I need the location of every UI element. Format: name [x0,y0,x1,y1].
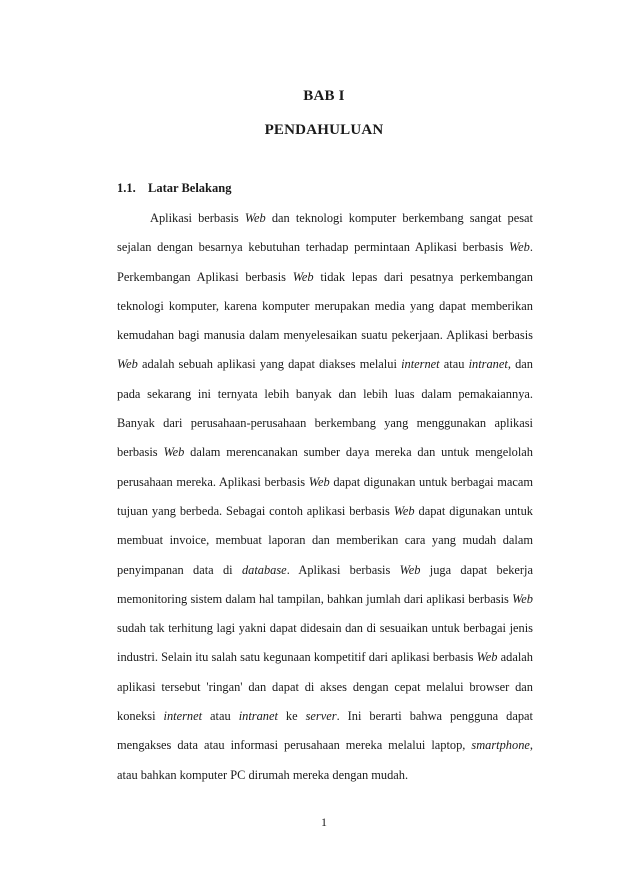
italic-term: Web [399,562,421,577]
italic-term: intranet [238,709,278,724]
text-run: ke [277,709,306,724]
text-run: . Aplikasi berbasis [286,562,400,577]
italic-term: Web [393,503,415,518]
italic-term: internet [401,357,440,372]
body-paragraph [117,204,533,790]
page-number: 1 [321,815,327,829]
italic-term: Web [476,650,498,665]
italic-term: intranet [468,357,508,372]
section-heading [117,181,231,196]
italic-term: server [305,709,337,724]
italic-term: Web [117,357,138,372]
chapter-number: BAB I [303,88,345,104]
italic-term: database [241,562,287,577]
text-run: , dan pada sekarang ini ternyata lebih banyak dan lebih luas dalam pemakaiannya. Banyak dari perusahaan-perusahaan berkembang yang menggunakan aplikasi berbasis [117,357,533,460]
text-run: dapat digunakan untuk berbagai macam tujuan yang berbeda. Sebagai contoh aplikasi berbasis [117,474,533,518]
italic-term: Web [292,269,314,284]
italic-term: internet [163,709,203,724]
text-run: dapat digunakan untuk membuat invoice, membuat laporan dan memberikan cara yang mudah dalam penyimpanan data di [117,503,534,577]
section-title: Latar Belakang [148,181,232,195]
italic-term: Web [509,240,530,255]
text-run: sudah tak terhitung lagi yakni dapat didesain dan di sesuaikan untuk berbagai jenis industri. Selain itu salah satu kegunaan kompetitif dari aplikasi berbasis [117,621,533,665]
italic-term: Web [244,211,266,225]
chapter-title: PENDAHULUAN [264,122,384,138]
text-run: . Ini berarti bahwa pengguna dapat mengakses data atau informasi perusahaan mereka melalui laptop, [117,709,533,753]
italic-term: smartphone [471,738,530,753]
italic-term: Web [163,445,185,460]
text-run: atau [202,709,239,724]
text-run: dan teknologi komputer berkembang sangat pesat sejalan dengan besarnya kebutuhan terhadap permintaan Aplikasi berbasis [117,211,533,255]
text-run: atau [439,357,469,372]
text-run: dalam merencanakan sumber daya mereka dan untuk mengelolah perusahaan mereka. Aplikasi berbasis [117,445,534,489]
text-run: , atau bahkan komputer PC dirumah mereka dengan mudah. [117,738,533,782]
text-run: adalah aplikasi tersebut 'ringan' dan dapat di akses dengan cepat melalui browser dan koneksi [117,650,533,724]
italic-term: Web [308,474,330,489]
section-number: 1.1. [117,181,136,195]
text-run: adalah sebuah aplikasi yang dapat diakses melalui [137,357,402,372]
text-run: tidak lepas dari pesatnya perkembangan teknologi komputer, karena komputer merupakan media yang dapat memberikan kemudahan bagi manusia dalam menyelesaikan suatu pekerjaan. Aplikasi berbasis [117,269,533,343]
text-run: juga dapat bekerja memonitoring sistem dalam hal tampilan, bahkan jumlah dari aplikasi berbasis [117,562,534,606]
text-run: Aplikasi berbasis [150,211,245,225]
text-run: . Perkembangan Aplikasi berbasis [117,240,533,284]
italic-term: Web [512,591,533,606]
